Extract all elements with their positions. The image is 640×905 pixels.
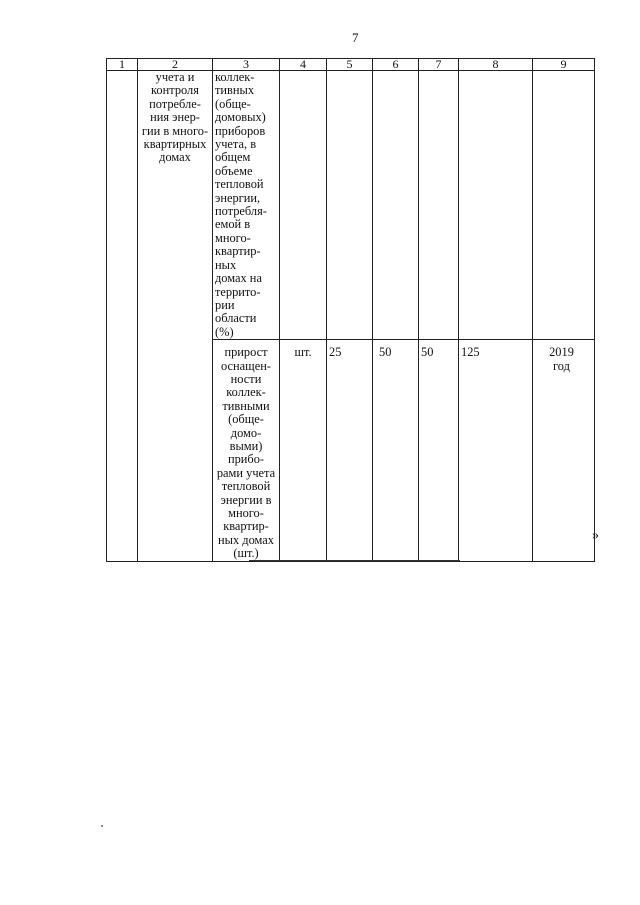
unit-text: шт. [294, 345, 312, 360]
value-cell [327, 71, 373, 340]
value-cell [373, 340, 419, 562]
header-cell-3: 3 [213, 59, 280, 71]
year-cell [533, 340, 595, 562]
value-cell [419, 340, 459, 562]
header-cell-7: 7 [419, 59, 459, 71]
value-text: 25 [329, 345, 342, 360]
row-number-cell [107, 71, 138, 562]
value-cell [327, 340, 373, 562]
total-text: 125 [461, 345, 480, 360]
year-cell [533, 71, 595, 340]
indicator-name-text: прирост оснащен- ности коллек- тивными (обще- домо- выми) прибо- рами учета тепловой энергии в много- квартир- ных домах (шт.) [216, 345, 276, 561]
header-cell-6: 6 [373, 59, 419, 71]
indicator-name-text: коллек- тивных (обще- домовых) приборов учета, в общем объеме тепловой энергии, потребля- емой в много- квартир- ных домах на террито- рии области (%) [215, 70, 267, 339]
indicator-group-cell [138, 71, 213, 562]
header-cell-5: 5 [327, 59, 373, 71]
header-cell-9: 9 [533, 59, 595, 71]
header-cell-4: 4 [280, 59, 327, 71]
total-cell [459, 340, 533, 562]
page-number: 7 [352, 30, 359, 45]
unit-cell [280, 71, 327, 340]
stray-dot [101, 825, 103, 827]
header-cell-2: 2 [138, 59, 213, 71]
header-cell-8: 8 [459, 59, 533, 71]
indicator-name-cell [213, 340, 280, 562]
unit-cell [280, 340, 327, 562]
value-text: 50 [421, 345, 434, 360]
table-row [107, 71, 595, 340]
value-text: 50 [379, 345, 392, 360]
indicator-name-cell [213, 71, 280, 340]
table-header-row [107, 59, 595, 71]
year-text: 2019 год [549, 345, 574, 373]
value-cell [373, 71, 419, 340]
closing-quote: » [592, 528, 599, 543]
total-cell [459, 71, 533, 340]
indicator-table [106, 58, 595, 562]
value-cell [419, 71, 459, 340]
header-cell-1: 1 [107, 59, 138, 71]
indicator-group-text: учета и контроля потребле- ния энер- гии в много- квартирных домах [141, 70, 209, 165]
separator-rule [249, 560, 460, 561]
